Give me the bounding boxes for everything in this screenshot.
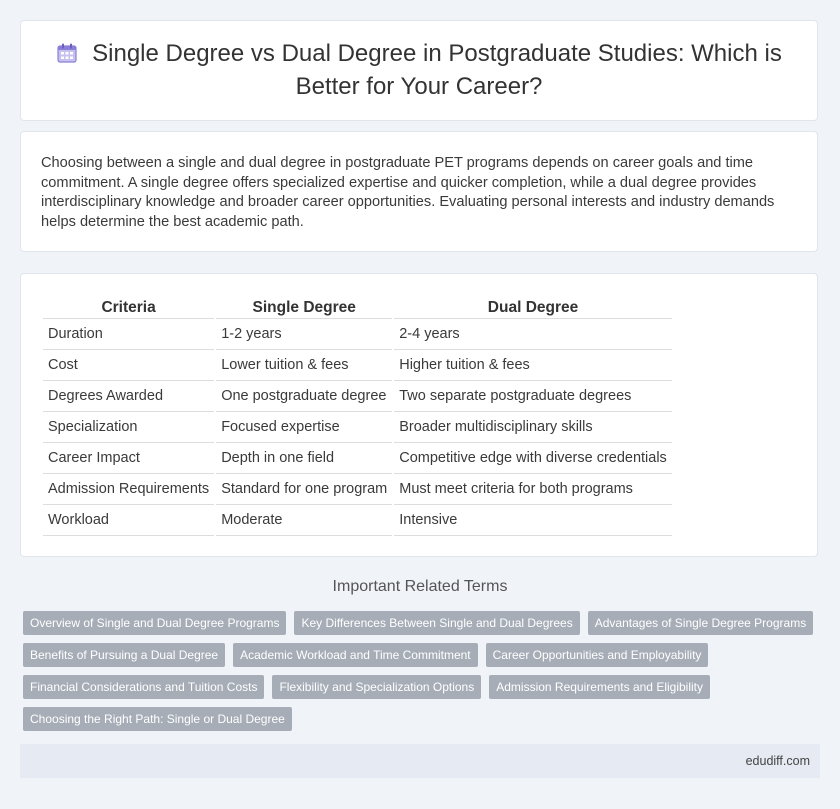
table-cell: 1-2 years bbox=[216, 319, 392, 350]
table-cell: Career Impact bbox=[43, 443, 214, 474]
table-cell: One postgraduate degree bbox=[216, 381, 392, 412]
table-cell: Workload bbox=[43, 505, 214, 536]
table-cell: Specialization bbox=[43, 412, 214, 443]
table-row bbox=[43, 474, 672, 505]
related-term-tag[interactable]: Financial Considerations and Tuition Costs bbox=[23, 675, 264, 699]
summary-card bbox=[20, 131, 818, 252]
related-term-tag[interactable]: Advantages of Single Degree Programs bbox=[588, 611, 813, 635]
footer bbox=[20, 744, 820, 778]
table-cell: Competitive edge with diverse credentials bbox=[394, 443, 672, 474]
header-dual-degree: Dual Degree bbox=[394, 297, 672, 319]
related-terms-heading: Important Related Terms bbox=[332, 578, 508, 595]
table-cell: Broader multidisciplinary skills bbox=[394, 412, 672, 443]
page-title: Single Degree vs Dual Degree in Postgraduate Studies: Which is Better for Your Career? bbox=[92, 40, 782, 100]
table-row bbox=[43, 381, 672, 412]
table-row bbox=[43, 350, 672, 381]
comparison-table bbox=[43, 297, 672, 536]
related-term-tag[interactable]: Choosing the Right Path: Single or Dual Degree bbox=[23, 707, 292, 731]
related-term-tag[interactable]: Overview of Single and Dual Degree Programs bbox=[23, 611, 286, 635]
header-single-degree: Single Degree bbox=[216, 297, 392, 319]
table-cell: Cost bbox=[43, 350, 214, 381]
related-term-tag[interactable]: Flexibility and Specialization Options bbox=[272, 675, 481, 699]
table-row bbox=[43, 443, 672, 474]
table-cell: Depth in one field bbox=[216, 443, 392, 474]
related-term-tag[interactable]: Career Opportunities and Employability bbox=[486, 643, 709, 667]
table-cell: Admission Requirements bbox=[43, 474, 214, 505]
table-cell: Moderate bbox=[216, 505, 392, 536]
summary-text: Choosing between a single and dual degree in postgraduate PET programs depends on career goals and time commitment. A single degree offers specialized expertise and quicker completion, while a dual degree provides interdisciplinary knowledge and broader career opportunities. Evaluating personal interests and industry demands helps determine the best academic path. bbox=[41, 155, 775, 230]
table-row bbox=[43, 505, 672, 536]
related-terms-list bbox=[23, 611, 823, 731]
related-term-tag[interactable]: Academic Workload and Time Commitment bbox=[233, 643, 478, 667]
title-card bbox=[20, 20, 818, 121]
table-cell: 2-4 years bbox=[394, 319, 672, 350]
table-row bbox=[43, 319, 672, 350]
table-cell: Higher tuition & fees bbox=[394, 350, 672, 381]
table-cell: Two separate postgraduate degrees bbox=[394, 381, 672, 412]
table-cell: Duration bbox=[43, 319, 214, 350]
footer-site-link[interactable]: edudiff.com bbox=[745, 754, 810, 768]
table-row bbox=[43, 412, 672, 443]
related-term-tag[interactable]: Key Differences Between Single and Dual Degrees bbox=[294, 611, 579, 635]
header-criteria: Criteria bbox=[43, 297, 214, 319]
table-header-row bbox=[43, 297, 672, 319]
page-title-wrap bbox=[49, 39, 789, 102]
table-cell: Must meet criteria for both programs bbox=[394, 474, 672, 505]
table-cell: Intensive bbox=[394, 505, 672, 536]
calendar-icon bbox=[56, 42, 78, 72]
comparison-card bbox=[20, 273, 818, 557]
table-cell: Lower tuition & fees bbox=[216, 350, 392, 381]
table-cell: Degrees Awarded bbox=[43, 381, 214, 412]
related-term-tag[interactable]: Admission Requirements and Eligibility bbox=[489, 675, 710, 699]
table-cell: Focused expertise bbox=[216, 412, 392, 443]
related-term-tag[interactable]: Benefits of Pursuing a Dual Degree bbox=[23, 643, 225, 667]
table-cell: Standard for one program bbox=[216, 474, 392, 505]
